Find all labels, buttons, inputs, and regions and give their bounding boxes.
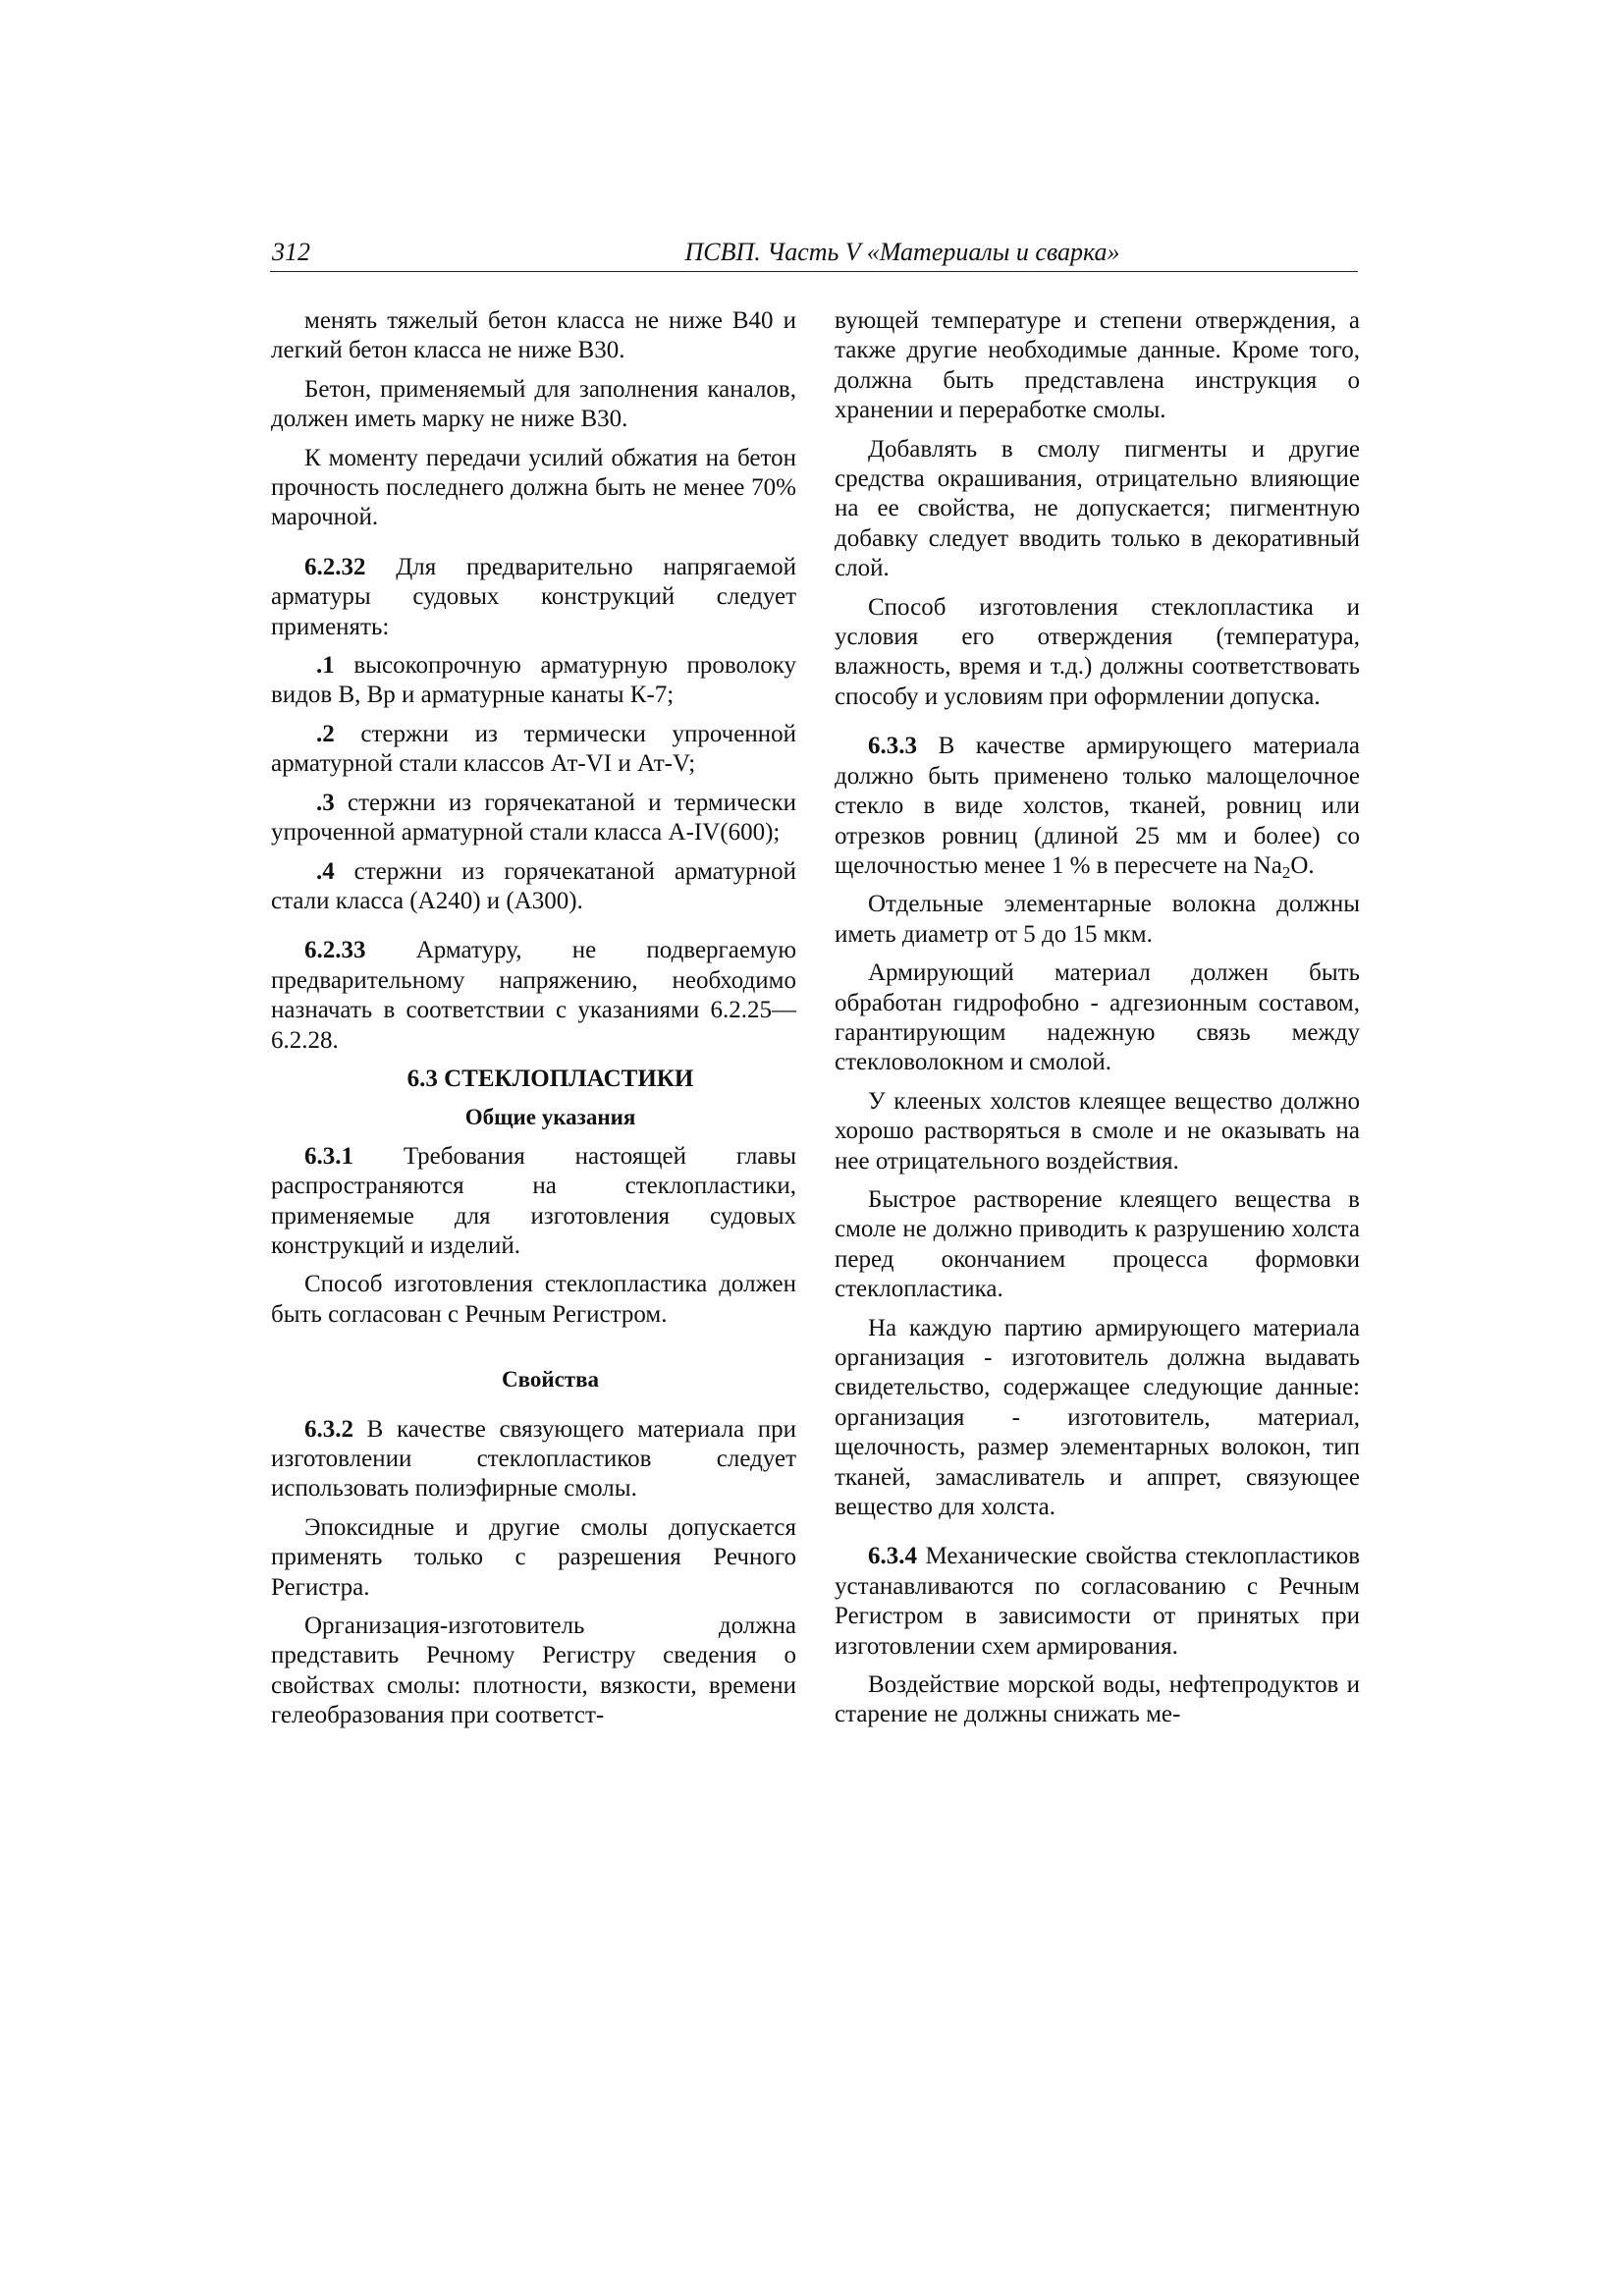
clause-number: 6.3.1 <box>304 1142 353 1170</box>
clause-6-3-2 <box>271 1415 796 1504</box>
page-number: 312 <box>272 238 310 266</box>
paragraph: Бетон, применяемый для заполнения каналов, должен иметь марку не ниже В30. <box>271 375 796 433</box>
paragraph: Способ изготовления стеклопластика должен быть согласован с Речным Регистром. <box>271 1271 796 1328</box>
paragraph: Армирующий материал должен быть обработан гидрофобно - адгезионным составом, гарантирующим надежную связь между стекловолокном и смолой. <box>835 959 1360 1076</box>
clause-text: Механические свойства стеклопластиков устанавливаются по согласованию с Речным Регистром в зависимости от принятых при изготовлении схем армирования. <box>835 1543 1360 1660</box>
item-text: стержни из термически упроченной арматурной стали классов Ат-VI и Ат-V; <box>271 720 796 778</box>
list-item <box>271 789 796 848</box>
paragraph: Воздействие морской воды, нефтепродуктов и старение не должны снижать ме- <box>835 1671 1360 1728</box>
paragraph: На каждую партию армирующего материала организация - изготовитель должна выдавать свидетельство, содержащее следующие данные: организация - изготовитель, материал, щелочность, размер элементарных волокон, тип тканей, замасливатель и аппрет, связующее вещество для холста. <box>835 1314 1360 1521</box>
clause-number: 6.2.33 <box>304 937 366 964</box>
item-text: стержни из горячекатаной и термически упроченной арматурной стали класса А-IV(600); <box>271 789 796 847</box>
clause-number: 6.3.3 <box>868 733 917 760</box>
clause-number: 6.3.4 <box>868 1543 917 1570</box>
paragraph: К моменту передачи усилий обжатия на бетон прочность последнего должна быть не менее 70% марочной. <box>271 444 796 531</box>
paragraph: Способ изготовления стеклопластика и условия его отверждения (температура, влажность, время и т.д.) должны соответствовать способу и условиям при оформлении допуска. <box>835 593 1360 710</box>
list-item <box>271 857 796 917</box>
item-text: высокопрочную арматурную проволоку видов В, Вр и арматурные канаты К-7; <box>271 652 796 709</box>
item-number: .4 <box>316 857 335 885</box>
clause-text: Для предварительно напрягаемой арматуры судовых конструкций следует применять: <box>271 553 796 640</box>
item-number: .2 <box>316 720 335 747</box>
paragraph: Добавлять в смолу пигменты и другие средства окрашивания, отрицательно влияющие на ее свойства, не допускается; пигментную добавку следует вводить только в декоративный слой. <box>835 435 1360 582</box>
list-item <box>271 720 796 780</box>
paragraph: Быстрое растворение клеящего вещества в смоле не должно приводить к разрушению холста перед окончанием процесса формовки стеклопластика. <box>835 1185 1360 1303</box>
clause-6-2-33 <box>271 936 796 1056</box>
list-item <box>271 651 796 711</box>
paragraph: Отдельные элементарные волокна должны иметь диаметр от 5 до 15 мкм. <box>835 891 1360 948</box>
clause-number: 6.3.2 <box>304 1415 353 1443</box>
paragraph: менять тяжелый бетон класса не ниже В40 и легкий бетон класса не ниже В30. <box>271 307 796 364</box>
paragraph: У клееных холстов клеящее вещество должно хорошо растворяться в смоле и не оказывать на нее отрицательного воздействия. <box>835 1087 1360 1175</box>
clause-text-end: O. <box>1290 851 1315 879</box>
right-column <box>835 306 1360 1739</box>
clause-text: Требования настоящей главы распространяются на стеклопластики, применяемые для изготовления судовых конструкций и изделий. <box>271 1142 796 1259</box>
clause-6-3-4 <box>835 1542 1360 1662</box>
paragraph: Эпоксидные и другие смолы допускается применять только с разрешения Речного Регистра. <box>271 1513 796 1601</box>
item-text: стержни из горячекатаной арматурной стали класса (А240) и (А300). <box>271 857 796 914</box>
paragraph: вующей температуре и степени отверждения, а также другие необходимые данные. Кроме того, должна быть представлена инструкция о хранении и переработке смолы. <box>835 307 1360 424</box>
clause-text: В качестве связующего материала при изготовлении стеклопластиков следует использовать полиэфирные смолы. <box>271 1415 796 1503</box>
item-number: .1 <box>316 652 335 680</box>
left-column <box>271 306 796 1740</box>
subscript: 2 <box>1281 862 1291 882</box>
clause-number: 6.2.32 <box>304 553 366 580</box>
running-header <box>270 238 1358 272</box>
clause-6-2-32 <box>271 553 796 642</box>
clause-6-3-1 <box>271 1142 796 1262</box>
subsection-title: Свойства <box>501 1367 600 1393</box>
item-number: .3 <box>316 789 335 816</box>
subsection-title: Общие указания <box>464 1105 636 1130</box>
running-title: ПСВП. Часть V «Материалы и сварка» <box>684 238 1120 266</box>
clause-6-3-3 <box>835 732 1360 881</box>
clause-text: Арматуру, не подвергаемую предварительному напряжению, необходимо назначать в соответствии с указаниями 6.2.25—6.2.28. <box>271 937 796 1054</box>
clause-text: В качестве армирующего материала должно быть применено только малощелочное стекло в виде холстов, тканей, ровниц или отрезков ровниц (длиной 25 мм и более) со щелочностью менее 1 % в пересчете на Na <box>835 733 1360 879</box>
paragraph: Организация-изготовитель должна представить Речному Регистру сведения о свойствах смолы: плотности, вязкости, времени гелеобразования при соответст- <box>271 1613 796 1729</box>
section-title: 6.3 СТЕКЛОПЛАСТИКИ <box>406 1065 694 1092</box>
